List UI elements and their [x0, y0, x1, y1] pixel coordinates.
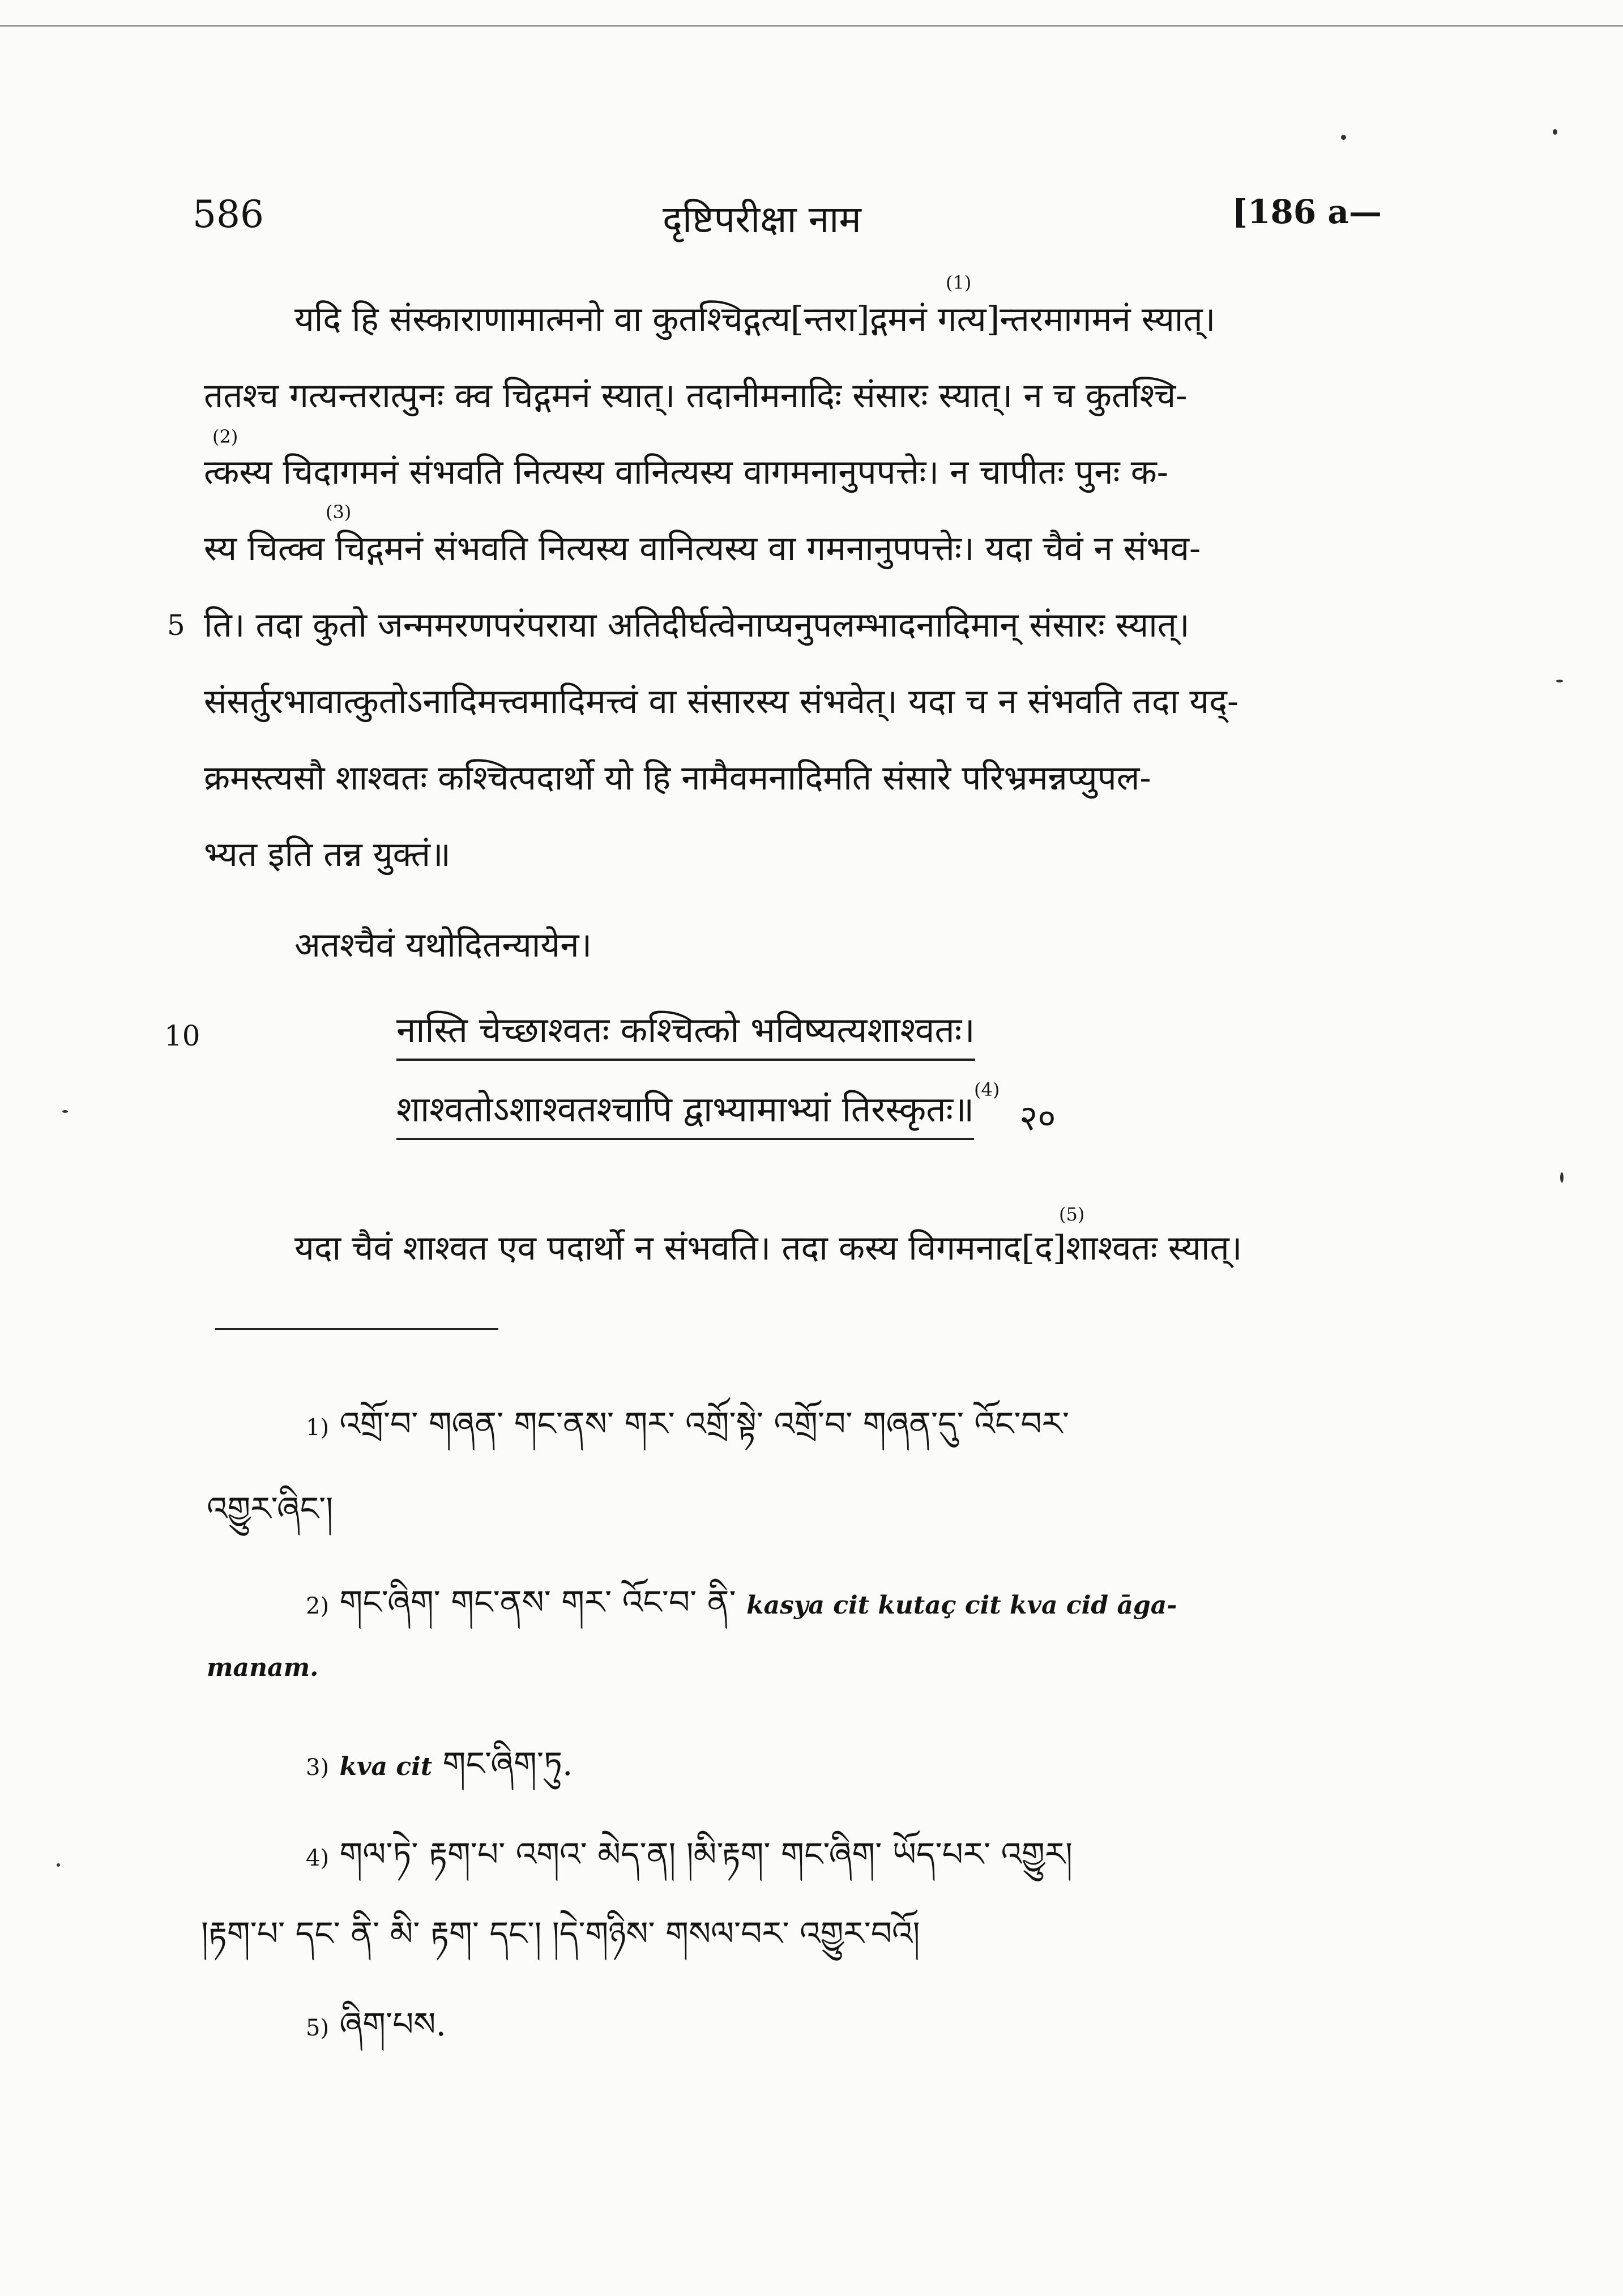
- text-line-6: संसर्तुरभावात्कुतोऽनादिमत्त्वमादिमत्त्वं वा संसारस्य संभवेत्। यदा च न संभवति तदा यद्-: [204, 682, 1239, 722]
- text-line-7: क्रमस्त्यसौ शाश्वतः कश्चित्पदार्थो यो हि नामैवमनादिमति संसारे परिभ्रमन्नप्युपल-: [204, 758, 1151, 798]
- footnote-1-cont-text: འགྱུར་ཞིང་།: [207, 1490, 334, 1528]
- page-header: [193, 193, 1382, 244]
- line-number-10: 10: [164, 1019, 200, 1052]
- footnote-2: [306, 1566, 1177, 1658]
- scan-speck: [1341, 135, 1346, 140]
- footnote-1-text: འགྲོ་བ་ གཞན་ གང་ནས་ གར་ འགྲོ་སྟེ་ འགྲོ་བ་ གཞན་དུ་ འོང་བར་: [339, 1405, 1070, 1443]
- footnote-4-cont: [201, 1897, 920, 1990]
- footnote-separator: [215, 1328, 498, 1330]
- footnote-2-number: 2): [306, 1593, 330, 1619]
- footnote-2-cont: [207, 1645, 318, 1684]
- line-number-5: 5: [167, 609, 185, 642]
- footnote-3-latin: kva cit: [339, 1752, 433, 1781]
- footnote-3: [306, 1727, 573, 1820]
- footnote-5-number: 5): [306, 2015, 330, 2041]
- footnote-mark-3: (3): [326, 501, 352, 523]
- footnote-mark-5: (5): [1059, 1204, 1085, 1225]
- verse-line-2: शाश्वतोऽशाश्वतश्चापि द्वाभ्यामाभ्यां तिरस्कृतः॥: [396, 1085, 974, 1140]
- footnote-5: [306, 1988, 446, 2080]
- footnote-1-number: 1): [306, 1415, 330, 1441]
- text-line-3: त्कस्य चिदागमनं संभवति नित्यस्य वानित्यस्य वागमनानुपपत्तेः। न चापीतः पुनः क-: [204, 453, 1169, 492]
- footnote-3-text: གང་ཞིག་ཏུ.: [442, 1744, 573, 1783]
- footnote-4-text: གལ་ཏེ་ རྟག་པ་ འགའ་ མེད་ན། །མི་རྟག་ གང་ཞིག་ ཡོད་པར་ འགྱུར།: [339, 1835, 1073, 1873]
- footnote-5-text: ཞིག་པས.: [339, 2005, 446, 2043]
- text-line-2: ततश्च गत्यन्तरात्पुनः क्व चिद्गमनं स्यात्। तदानीमनादिः संसारः स्यात्। न च कुतश्चि-: [204, 376, 1188, 416]
- footnote-4-number: 4): [306, 1845, 330, 1871]
- after-verse-line: यदा चैवं शाश्वत एव पदार्थो न संभवति। तदा कस्य विगमनाद[द]शाश्वतः स्यात्।: [294, 1228, 1242, 1268]
- footnote-mark-4: (4): [974, 1079, 1000, 1100]
- scan-speck: [1556, 680, 1563, 682]
- footnote-2-cont-latin: manam.: [207, 1653, 319, 1682]
- text-line-4: स्य चित्क्व चिद्गमनं संभवति नित्यस्य वानित्यस्य वा गमनानुपपत्तेः। यदा चैवं न संभव-: [204, 529, 1201, 569]
- verse-number: २०: [1019, 1097, 1056, 1138]
- footnote-mark-2: (2): [212, 426, 238, 447]
- intro-line: अतश्चैवं यथोदितन्यायेन।: [294, 925, 592, 965]
- scan-speck: [57, 1863, 60, 1867]
- footnote-1: [306, 1388, 1069, 1480]
- running-title: दृष्टिपरीक्षा नाम: [663, 198, 861, 241]
- text-line-1: यदि हि संस्काराणामात्मनो वा कुतश्चिद्गत्य[न्तरा]द्गमनं गत्य]न्तरमागमनं स्यात्।: [294, 300, 1216, 339]
- footnote-mark-1: (1): [946, 272, 972, 293]
- footnote-2-text: གང་ཞིག་ གང་ནས་ གར་ འོང་བ་ ནི་: [339, 1583, 736, 1621]
- page-number: 586: [193, 193, 264, 236]
- footnote-2-latin: kasya cit kutaç cit kva cid āga-: [746, 1591, 1177, 1620]
- footnote-3-number: 3): [306, 1755, 330, 1781]
- text-line-5: ति। तदा कुतो जन्ममरणपरंपराया अतिदीर्घत्वेनाप्यनुपलम्भादनादिमान् संसारः स्यात्।: [204, 605, 1190, 645]
- footnote-1-cont: [207, 1473, 333, 1565]
- folio-reference: [186 a—: [1232, 193, 1382, 231]
- scan-speck: [1553, 129, 1557, 135]
- footnote-4-cont-text: །རྟག་པ་ དང་ ནི་ མི་ རྟག་ དང་། །དེ་གཉིས་ གསལ་བར་ འགྱུར་བའོ།: [201, 1914, 920, 1953]
- text-line-8: भ्यत इति तन्न युक्तं॥: [204, 835, 451, 874]
- verse-line-1: नास्ति चेच्छाश्वतः कश्चित्को भविष्यत्यशाश्वतः।: [396, 1005, 975, 1061]
- top-edge-line: [0, 25, 1623, 27]
- footnote-4: [306, 1818, 1073, 1910]
- scan-speck: [1560, 1172, 1564, 1183]
- scan-speck: [62, 1110, 68, 1113]
